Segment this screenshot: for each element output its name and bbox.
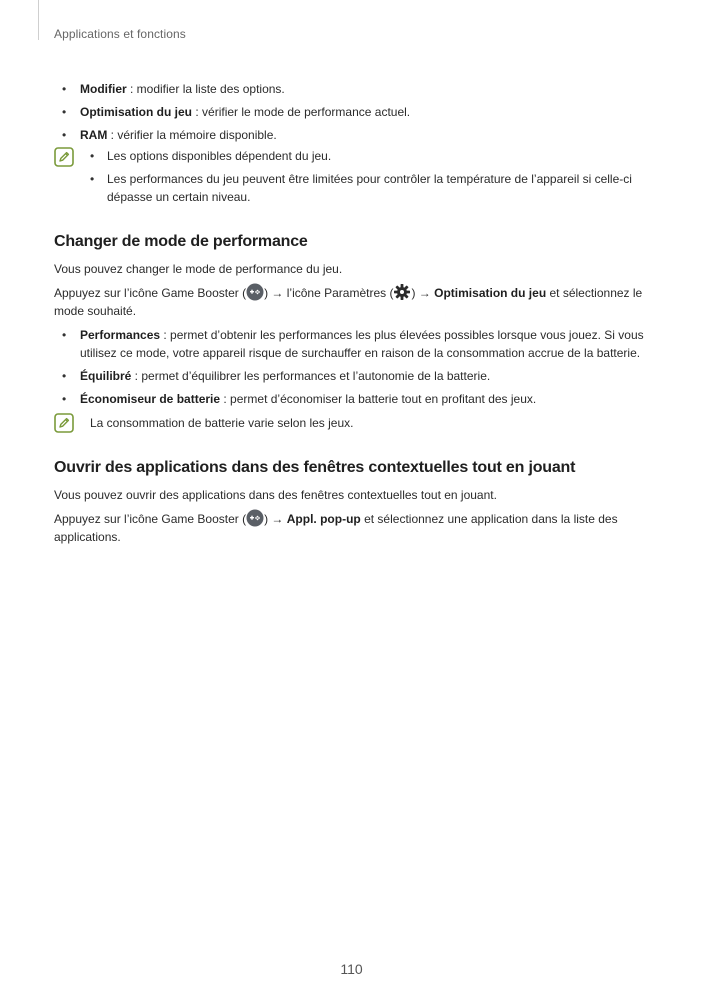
list-item: • Équilibré : permet d’équilibrer les performances et l’autonomie de la batterie. bbox=[54, 367, 654, 385]
page-content bbox=[54, 80, 654, 551]
note-text: La consommation de batterie varie selon les jeux. bbox=[90, 416, 354, 430]
page-number: 110 bbox=[340, 961, 363, 977]
note-box bbox=[54, 147, 654, 206]
game-booster-icon bbox=[246, 283, 264, 301]
note-pencil-icon bbox=[54, 413, 74, 433]
paragraph-instructions: Appuyez sur l’icône Game Booster ( ) → Appl. pop-up et sélectionnez une application dans la liste des applications. bbox=[54, 509, 654, 546]
list-item: • Les performances du jeu peuvent être limitées pour contrôler la température de l’appareil si celle-ci dépasse un certain niveau. bbox=[90, 170, 654, 206]
section-popup-apps bbox=[54, 458, 654, 546]
list-item: • Les options disponibles dépendent du jeu. bbox=[90, 147, 654, 165]
header-rule bbox=[38, 0, 39, 40]
note-box bbox=[54, 413, 654, 432]
paragraph: Vous pouvez changer le mode de performance du jeu. bbox=[54, 262, 343, 276]
section-performance-mode bbox=[54, 232, 654, 432]
list-item: • Performances : permet d’obtenir les performances les plus élevées possibles lorsque vous jouez. Si vous utilisez ce mode, votre appareil risque de surchauffer en raison de la consommation accrue de la batterie. bbox=[54, 326, 654, 362]
section-heading: Changer de mode de performance bbox=[54, 233, 308, 250]
note-bullet-list bbox=[90, 147, 654, 206]
game-booster-icon bbox=[246, 509, 264, 527]
list-item: • RAM : vérifier la mémoire disponible. bbox=[54, 126, 654, 144]
settings-gear-icon bbox=[393, 283, 411, 301]
section-heading: Ouvrir des applications dans des fenêtres contextuelles tout en jouant bbox=[54, 459, 576, 476]
list-item: • Économiseur de batterie : permet d’économiser la batterie tout en profitant des jeux. bbox=[54, 390, 654, 408]
list-item: • Modifier : modifier la liste des options. bbox=[54, 80, 654, 98]
intro-bullet-list bbox=[54, 80, 654, 144]
running-header: Applications et fonctions bbox=[54, 27, 186, 41]
mode-bullet-list bbox=[54, 326, 654, 408]
note-pencil-icon bbox=[54, 147, 74, 167]
paragraph-instructions: Appuyez sur l’icône Game Booster ( ) → l’icône Paramètres ( ) → Optimisation du jeu et sélectionnez le mode souhaité. bbox=[54, 283, 654, 320]
paragraph: Vous pouvez ouvrir des applications dans des fenêtres contextuelles tout en jouant. bbox=[54, 488, 497, 502]
list-item: • Optimisation du jeu : vérifier le mode de performance actuel. bbox=[54, 103, 654, 121]
